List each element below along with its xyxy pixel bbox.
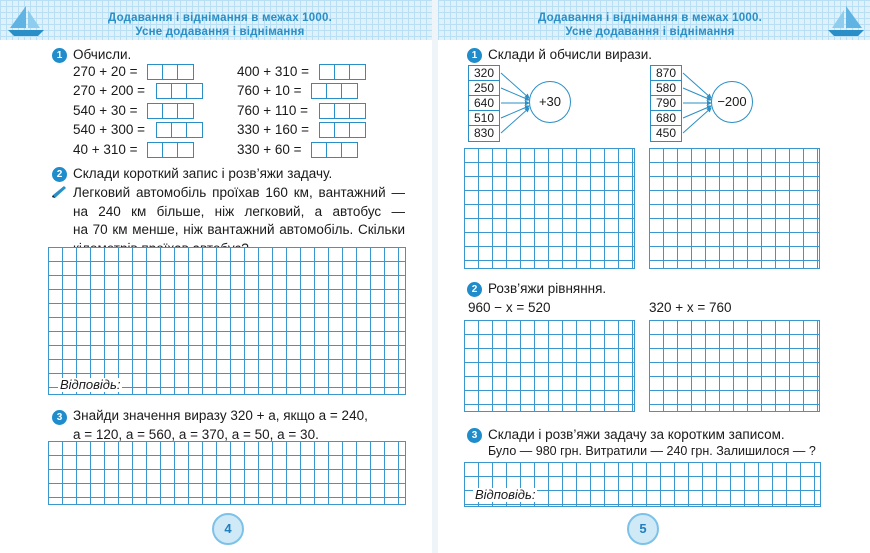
answer-grid[interactable]: [48, 247, 406, 395]
task-number: 2: [467, 282, 482, 297]
header-subtitle: Усне додавання і віднімання: [135, 26, 305, 38]
task-title: Обчисли.: [73, 47, 132, 62]
answer-label: Відповідь:: [475, 487, 536, 502]
arrow-connectors: [682, 65, 714, 143]
answer-grid[interactable]: [48, 441, 406, 505]
answer-boxes[interactable]: [147, 103, 194, 119]
operation-circle: −200: [711, 81, 753, 123]
answer-grid[interactable]: [649, 320, 820, 412]
task-number: 3: [52, 410, 67, 425]
equation: 270 + 20 =: [73, 64, 138, 79]
number-column: 870 580 790 680 450: [650, 65, 682, 142]
task-title: Розв’яжи рівняння.: [488, 281, 607, 296]
number-column: 320 250 640 510 830: [468, 65, 500, 142]
task-title: Склади короткий запис і розв’яжи задачу.: [73, 166, 333, 181]
sailboat-icon: [826, 4, 866, 38]
equation: 330 + 160 =: [237, 122, 310, 137]
answer-boxes[interactable]: [319, 64, 366, 80]
answer-boxes[interactable]: [319, 122, 366, 138]
page-number: 5: [627, 513, 659, 545]
pencil-icon: [50, 185, 68, 199]
task-number: 1: [467, 48, 482, 63]
answer-grid[interactable]: [464, 148, 635, 269]
equation: 760 + 110 =: [237, 103, 309, 118]
answer-boxes[interactable]: [156, 122, 203, 138]
header-title: Додавання і віднімання в межах 1000.: [108, 12, 332, 24]
task-title: Склади і розв’яжи задачу за коротким записом.: [488, 427, 785, 442]
arrow-connectors: [500, 65, 532, 143]
task-number: 1: [52, 48, 67, 63]
book-spine: [432, 0, 438, 553]
page-number: 4: [212, 513, 244, 545]
equation: 760 + 10 =: [237, 83, 302, 98]
equation: 270 + 200 =: [73, 83, 146, 98]
equation-2: 320 + x = 760: [649, 300, 732, 315]
header-subtitle: Усне додавання і віднімання: [565, 26, 735, 38]
answer-grid[interactable]: [464, 320, 635, 412]
answer-boxes[interactable]: [147, 64, 194, 80]
equation: 540 + 30 =: [73, 103, 138, 118]
task-title: Склади й обчисли вирази.: [488, 47, 652, 62]
task-text: Легковий автомобіль проїхав 160 км, вантажний — на 240 км більше, ніж легковий, а автобус — на 70 км менше, ніж вантажний автомобіль. Скільки: [73, 185, 405, 237]
task-text: Знайди значення виразу 320 + а, якщо а = 240, а = 120, а = 560, а = 370, а = 50, а = 30.: [73, 408, 368, 442]
short-record: Було — 980 грн. Витратили — 240 грн. Залишилося — ?: [488, 444, 816, 458]
left-page-header: [70, 11, 370, 39]
header-title: Додавання і віднімання в межах 1000.: [538, 12, 762, 24]
sailboat-icon: [6, 4, 46, 38]
task-number: 3: [467, 428, 482, 443]
equation: 540 + 300 =: [73, 122, 146, 137]
answer-boxes[interactable]: [311, 83, 358, 99]
equation: 330 + 60 =: [237, 142, 302, 157]
answer-grid[interactable]: [649, 148, 820, 269]
equation: 400 + 310 =: [237, 64, 310, 79]
answer-label: Відповідь:: [60, 377, 121, 392]
equation: 40 + 310 =: [73, 142, 138, 157]
answer-boxes[interactable]: [319, 103, 366, 119]
answer-boxes[interactable]: [156, 83, 203, 99]
task-number: 2: [52, 167, 67, 182]
equation-1: 960 − x = 520: [468, 300, 551, 315]
answer-boxes[interactable]: [311, 142, 358, 158]
right-page-header: [500, 11, 800, 39]
operation-circle: +30: [529, 81, 571, 123]
answer-boxes[interactable]: [147, 142, 194, 158]
